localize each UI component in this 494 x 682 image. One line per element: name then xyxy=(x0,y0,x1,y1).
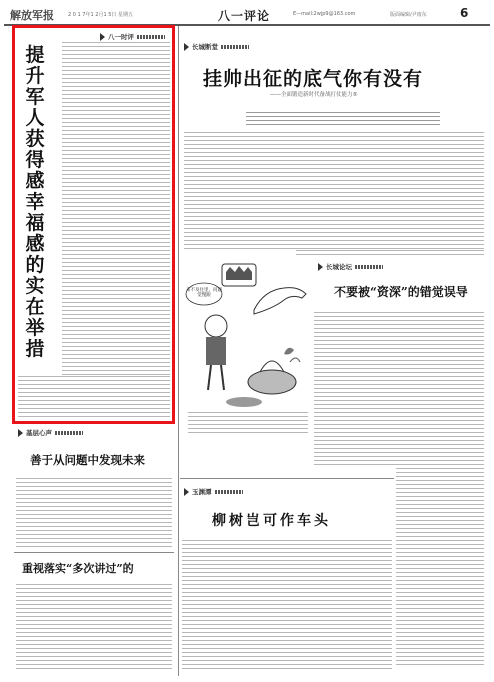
tag-decoration xyxy=(221,45,249,49)
bottom-main-title: 柳树岂可作车头 xyxy=(212,513,331,529)
bottom-left-body xyxy=(16,584,172,672)
header-email: E—mail:2wjp9@163.com xyxy=(293,11,356,17)
masthead-logo: 解放军报 xyxy=(10,9,54,22)
right-article-title: 不要被“资深”的错觉误导 xyxy=(334,285,468,299)
section-divider xyxy=(180,478,394,479)
cartoon-speech-bubble: 来不及往里，问题觉慢跟 xyxy=(186,288,222,298)
hand-illustration xyxy=(250,270,310,320)
column-divider xyxy=(178,26,179,676)
section-divider xyxy=(14,552,174,553)
main-article-tag xyxy=(184,42,249,51)
tag-decoration xyxy=(355,265,383,269)
main-article-body xyxy=(184,132,484,250)
left-article-title: 提升军人获得感幸福感的实在举措 xyxy=(25,44,45,360)
left-article-body-bottom xyxy=(18,376,170,420)
right-article-body xyxy=(314,312,484,466)
tag-decoration xyxy=(137,35,165,39)
main-article-subtitle: ——全面锻造新时代备战打仗能力⑤ xyxy=(270,92,358,98)
chevron-right-icon xyxy=(184,488,189,496)
cartoon-hand xyxy=(250,270,310,320)
chevron-right-icon xyxy=(184,43,189,51)
main-article-body-end xyxy=(296,250,484,256)
right-article-body-cont xyxy=(396,468,484,668)
right-article-tag-label: 长城论坛 xyxy=(326,263,352,271)
chevron-right-icon xyxy=(100,33,105,41)
section-title: 八一评论 xyxy=(218,9,271,23)
tag-decoration xyxy=(215,490,243,494)
main-article-lead xyxy=(246,112,440,126)
header-date: 2 0 1 7年1 2月1 5日 星期五 xyxy=(68,12,133,18)
cartoon-caption xyxy=(188,412,308,434)
chevron-right-icon xyxy=(18,429,23,437)
bottom-main-body xyxy=(182,540,392,672)
left-article-tag xyxy=(100,32,165,41)
main-article-tag-label: 长城断堂 xyxy=(192,43,218,51)
grassroots-tag xyxy=(18,428,83,437)
grassroots-body xyxy=(16,478,172,550)
header-editor: 版面编辑/尹雨东 xyxy=(390,12,427,18)
left-article-body xyxy=(62,42,170,376)
bottom-left-title: 重视落实“多次讲过”的 xyxy=(22,562,134,575)
left-article-tag-label: 八一时评 xyxy=(108,33,134,41)
tag-decoration xyxy=(55,431,83,435)
bottom-main-tag-label: 玉渊潭 xyxy=(192,488,212,496)
main-article-title: 挂帅出征的底气你有没有 xyxy=(203,68,424,90)
chevron-right-icon xyxy=(318,263,323,271)
grassroots-tag-label: 基层心声 xyxy=(26,429,52,437)
grassroots-title: 善于从问题中发现未来 xyxy=(30,453,145,467)
bottom-main-tag xyxy=(184,487,243,496)
page-number: 6 xyxy=(460,6,469,20)
right-article-tag xyxy=(318,262,383,271)
